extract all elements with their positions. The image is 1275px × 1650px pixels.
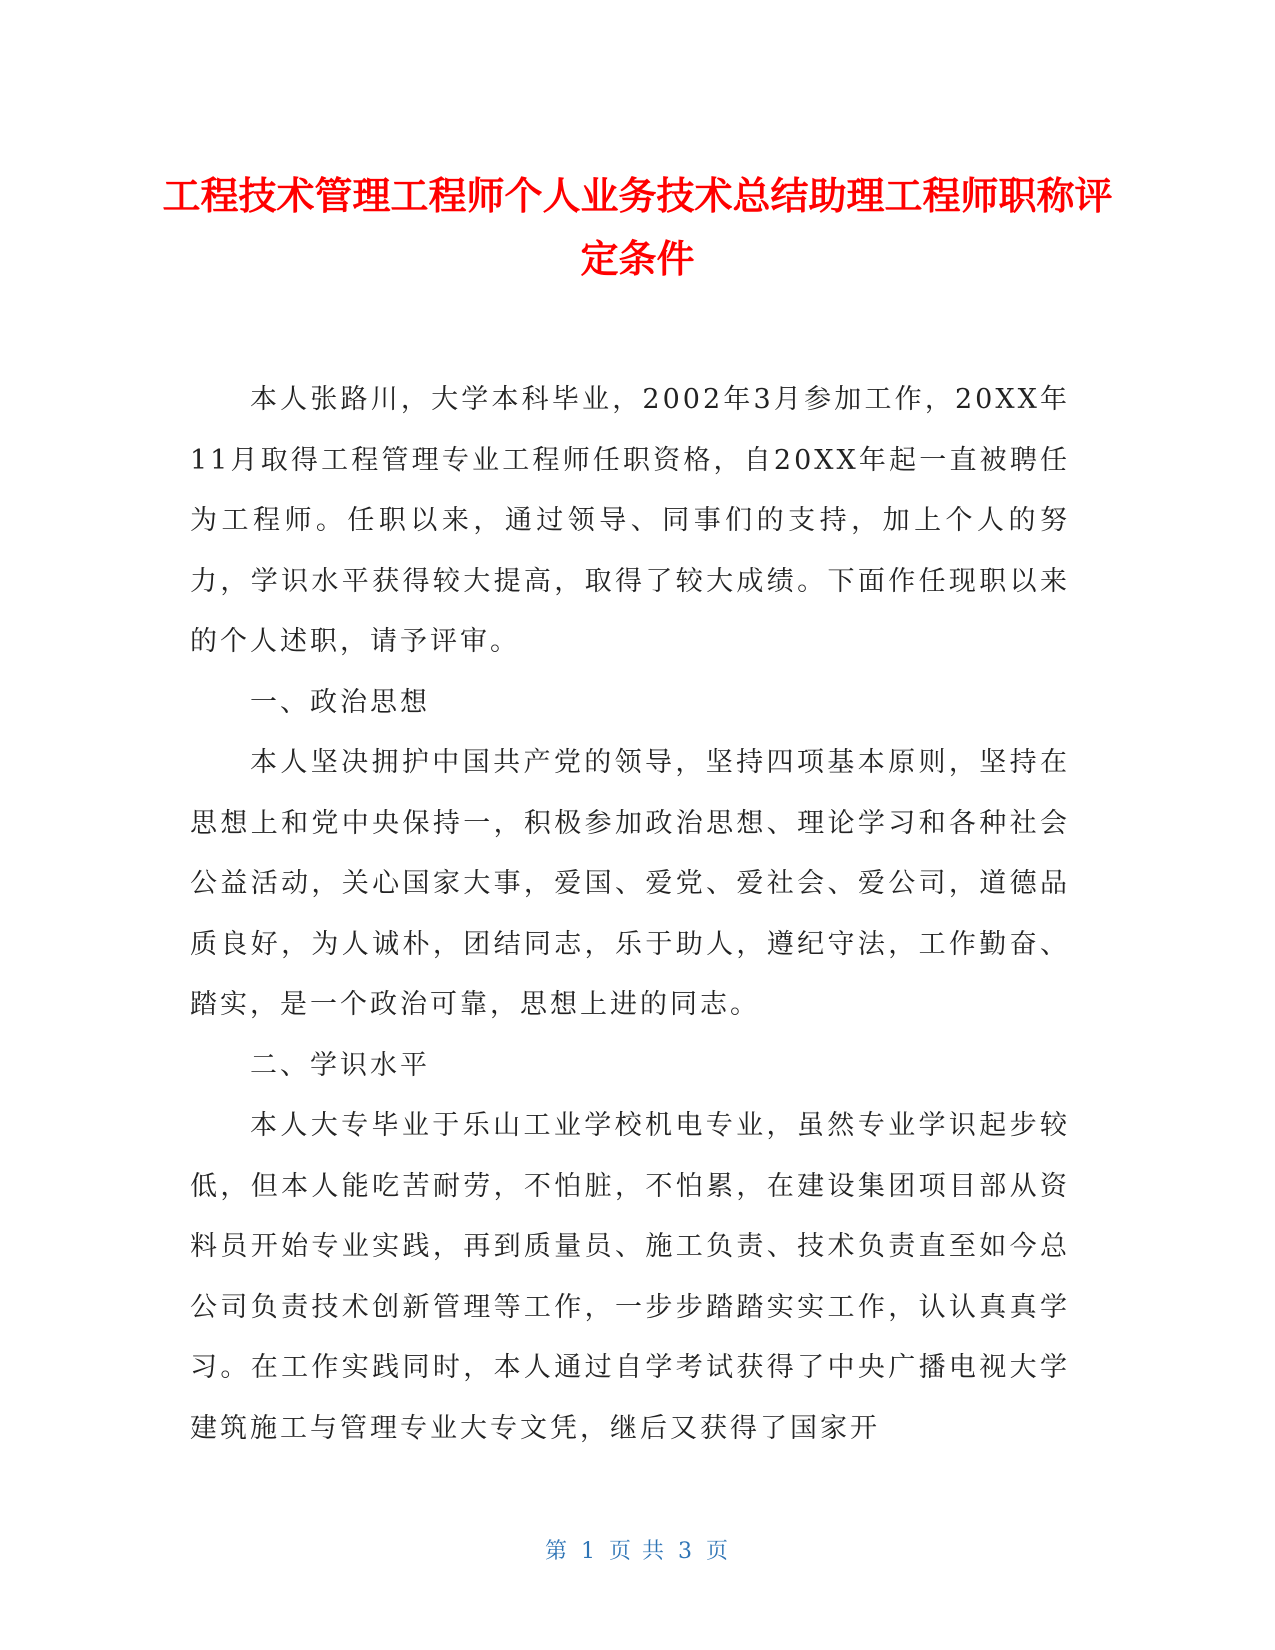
paragraph-politics: 本人坚决拥护中国共产党的领导，坚持四项基本原则，坚持在思想上和党中央保持一，积极参加政治思想、理论学习和各种社会公益活动，关心国家大事，爱国、爱党、爱社会、爱公司，道德品质良好，为人诚朴，团结同志，乐于助人，遵纪守法，工作勤奋、踏实，是一个政治可靠，思想上进的同志。	[190, 747, 1070, 1020]
document-title: 工程技术管理工程师个人业务技术总结助理工程师职称评定条件	[162, 174, 1113, 281]
footer-total-pages: 3	[678, 1539, 694, 1564]
document-body	[190, 370, 1070, 1459]
paragraph-knowledge: 本人大专毕业于乐山工业学校机电专业，虽然专业学识起步较低，但本人能吃苦耐劳，不怕脏，不怕累，在建设集团项目部从资料员开始专业实践，再到质量员、施工负责、技术负责直至如今总公司负责技术创新管理等工作，一步步踏踏实实工作，认认真真学习。在工作实践同时，本人通过自学考试获得了中央广播电视大学建筑施工与管理专业大专文凭，继后又获得了国家开	[190, 1110, 1070, 1444]
paragraph-intro: 本人张路川，大学本科毕业，2002年3月参加工作，20XX年11月取得工程管理专业工程师任职资格，自20XX年起一直被聘任为工程师。任职以来，通过领导、同事们的支持，加上个人的努力，学识水平获得较大提高，取得了较大成绩。下面作任现职以来的个人述职，请予评审。	[190, 384, 1070, 657]
section-heading-politics: 一、政治思想	[250, 686, 430, 718]
footer-current-page: 1	[581, 1539, 597, 1564]
page-footer	[0, 1534, 1275, 1565]
footer-suffix: 页	[706, 1539, 731, 1564]
footer-prefix: 第	[544, 1539, 569, 1564]
section-heading-knowledge: 二、学识水平	[250, 1049, 430, 1081]
footer-middle: 页 共	[609, 1539, 666, 1564]
